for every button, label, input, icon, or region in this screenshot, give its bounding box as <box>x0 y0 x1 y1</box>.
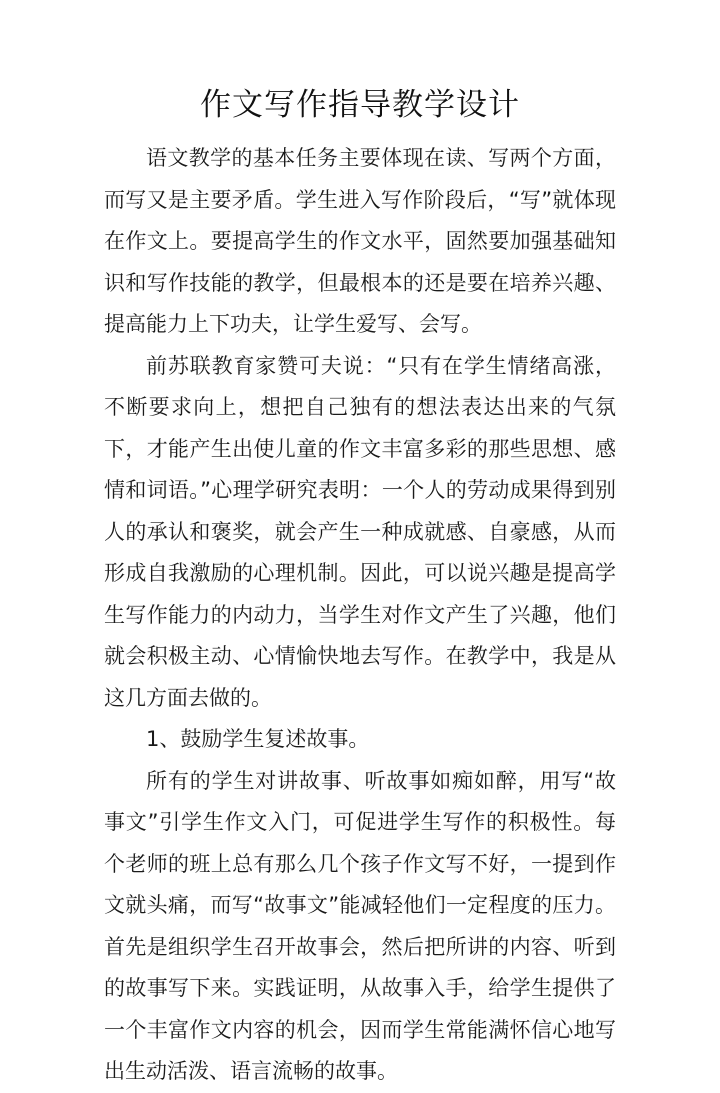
section-heading-1: 1、鼓励学生复述故事。 <box>146 727 370 751</box>
paragraph-quote: 前苏联教育家赞可夫说：“只有在学生情绪高涨，不断要求向上，想把自己独有的想法表达出来的气氛下，才能产生出使儿童的作文丰富多彩的那些思想、感情和词语。”心理学研究表明：一个人的劳动成果得到别人的承认和褒奖，就会产生一种成就感、自豪感，从而形成自我激励的心理机制。因此，可以说兴趣是提高学生写作能力的内动力，当学生对作文产生了兴趣，他们就会积极主动、心情愉快地去写作。在教学中，我是从这几方面去做的。 <box>104 353 616 710</box>
document-title: 作文写作指导教学设计 <box>200 87 520 123</box>
document-body <box>104 138 616 1093</box>
paragraph-story: 所有的学生对讲故事、听故事如痴如醉，用写“故事文”引学生作文入门，可促进学生写作的积极性。每个老师的班上总有那么几个孩子作文写不好，一提到作文就头痛，而写“故事文”能减轻他们一定程度的压力。首先是组织学生召开故事会，然后把所讲的内容、听到的故事写下来。实践证明，从故事入手，给学生提供了一个丰富作文内容的机会，因而学生常能满怀信心地写出生动活泼、语言流畅的故事。 <box>104 768 616 1083</box>
paragraph-intro: 语文教学的基本任务主要体现在读、写两个方面，而写又是主要矛盾。学生进入写作阶段后，“写”就体现在作文上。要提高学生的作文水平，固然要加强基础知识和写作技能的教学，但最根本的还是要在培养兴趣、提高能力上下功夫，让学生爱写、会写。 <box>104 146 616 336</box>
